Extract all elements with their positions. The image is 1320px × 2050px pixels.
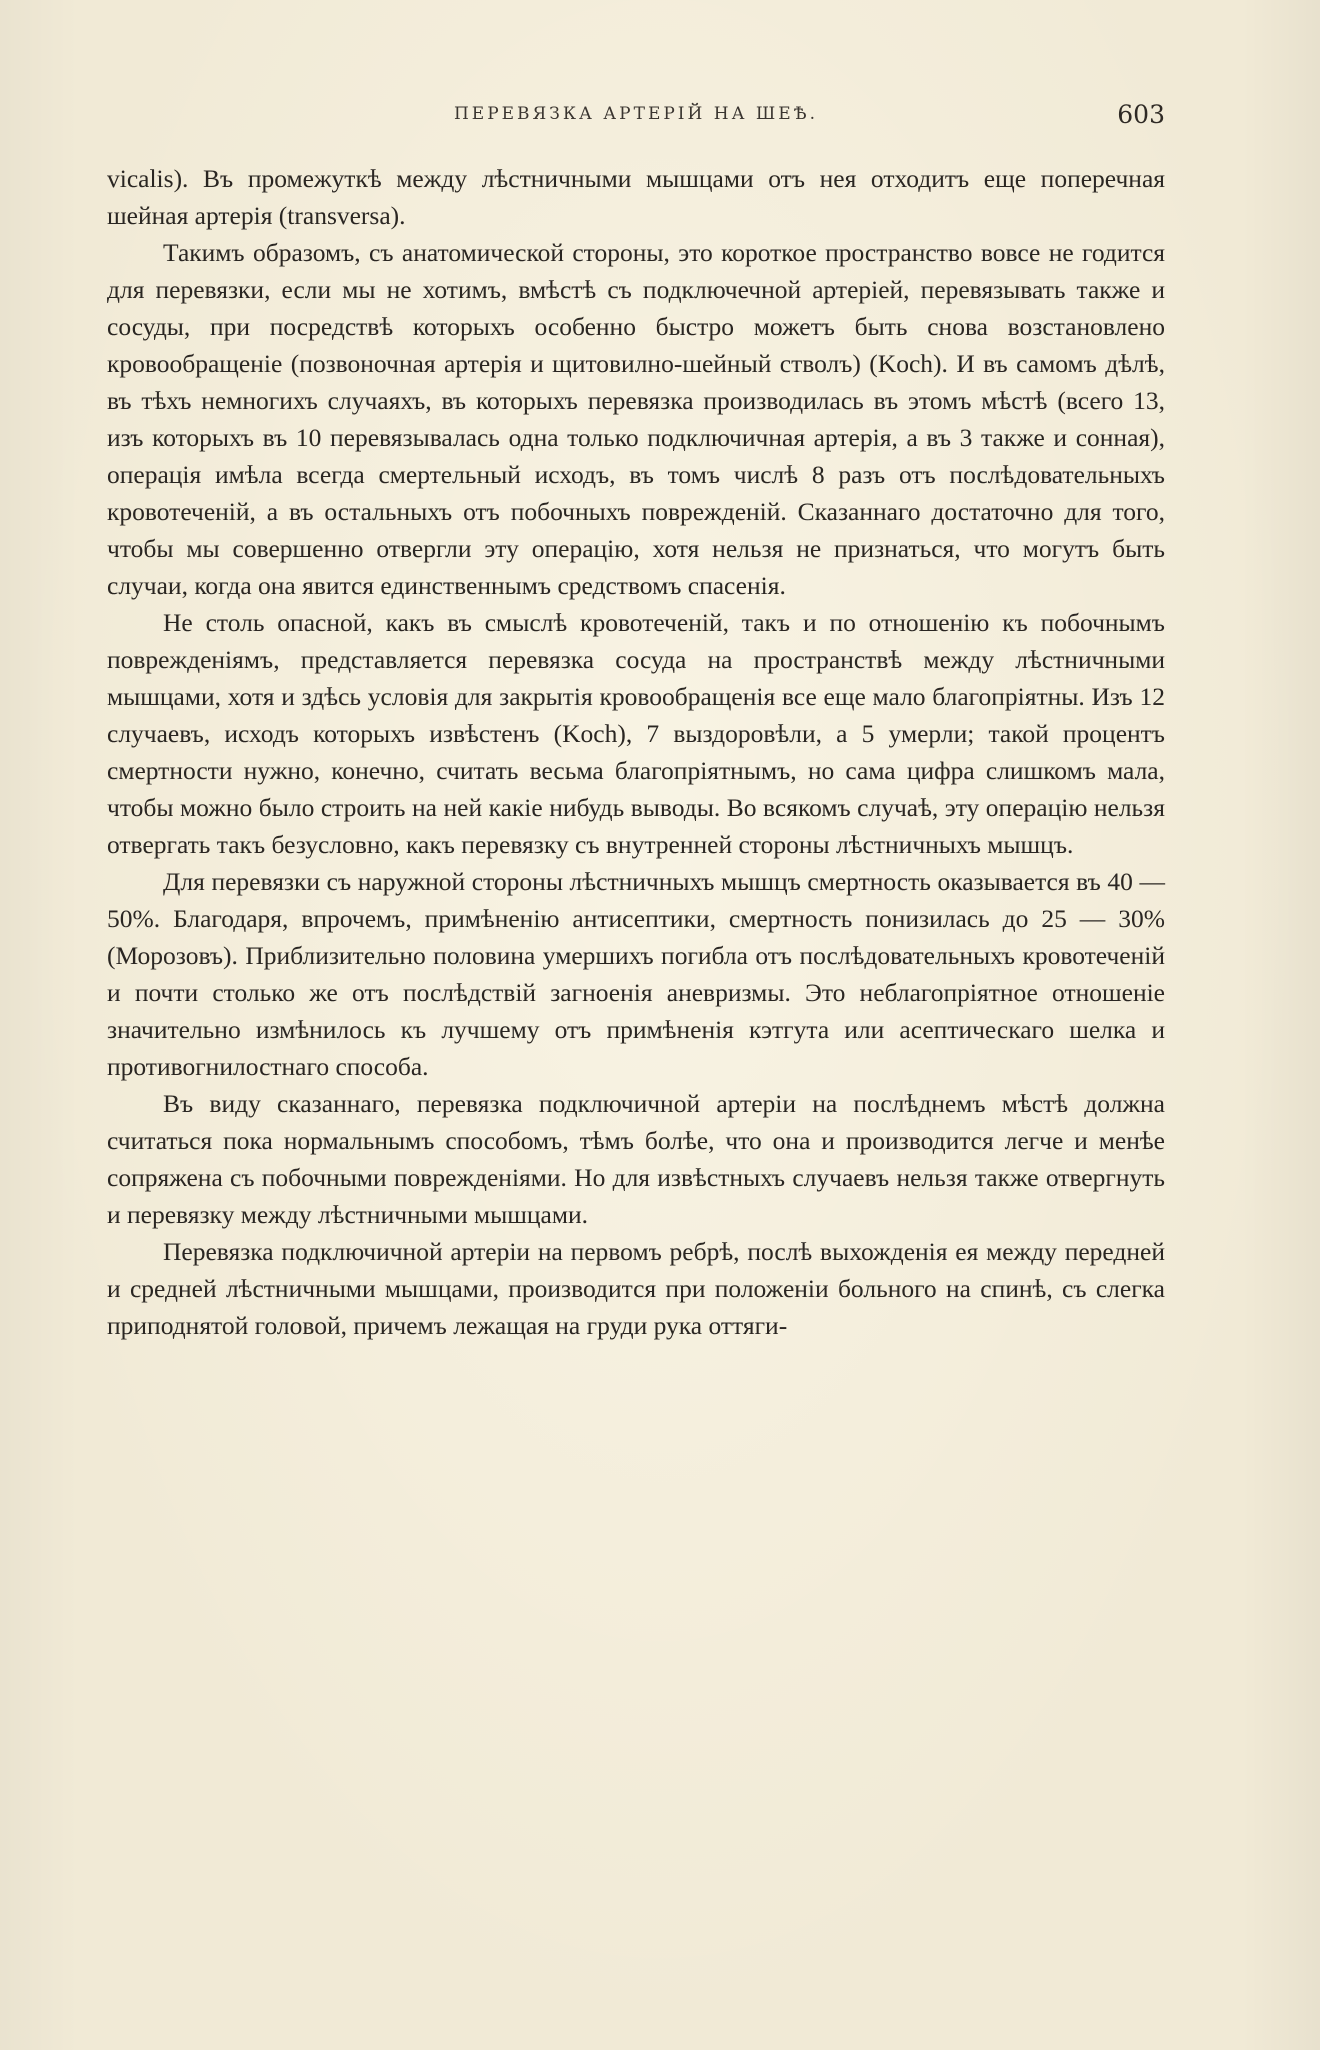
paragraph: Для перевязки съ наружной стороны лѣстничныхъ мышцъ смертность оказывается въ 40 — 50%. Благодаря, впрочемъ, примѣненію антисептики, смертность понизилась до 25 — 30% (Морозовъ). Приблизительно половина умершихъ погибла отъ послѣдовательныхъ кровотеченій и почти столько же отъ послѣдствій загноенія аневризмы. Это неблагопріятное отношеніе значительно измѣнилось къ лучшему отъ примѣненія кэтгута или асептическаго шелка и противогнилостнаго способа. bbox=[107, 867, 1165, 1081]
paragraph-continuation: vicalis). Въ промежуткѣ между лѣстничными мышцами отъ нея отходитъ еще поперечная шейная артерія (transversa). bbox=[107, 164, 1165, 230]
page-number: 603 bbox=[1117, 100, 1165, 129]
paragraph: Въ виду сказаннаго, перевязка подключичной артеріи на послѣднемъ мѣстѣ должна считаться пока нормальнымъ способомъ, тѣмъ болѣе, что она и производится легче и менѣе сопряжена съ побочными поврежденіями. Но для извѣстныхъ случаевъ нельзя также отвергнуть и перевязку между лѣстничными мышцами. bbox=[107, 1089, 1165, 1229]
body-text bbox=[107, 160, 1165, 1344]
paragraph: Не столь опасной, какъ въ смыслѣ кровотеченій, такъ и по отношенію къ побочнымъ поврежденіямъ, представляется перевязка сосуда на пространствѣ между лѣстничными мышцами, хотя и здѣсь условія для закрытія кровообращенія все еще мало благопріятны. Изъ 12 случаевъ, исходъ которыхъ извѣстенъ (Koch), 7 выздоровѣли, а 5 умерли; такой процентъ смертности нужно, конечно, считать весьма благопріятнымъ, но сама цифра слишкомъ мала, чтобы можно было строить на ней какіе нибудь выводы. Во всякомъ случаѣ, эту операцію нельзя отвергать такъ безусловно, какъ перевязку съ внутренней стороны лѣстничныхъ мышцъ. bbox=[107, 608, 1165, 859]
paragraph: Такимъ образомъ, съ анатомической стороны, это короткое пространство вовсе не годится для перевязки, если мы не хотимъ, вмѣстѣ съ подключечной артеріей, перевязывать также и сосуды, при посредствѣ которыхъ особенно быстро можетъ быть снова возстановлено кровообращеніе (позвоночная артерія и щитовилно-шейный стволъ) (Koch). И въ самомъ дѣлѣ, въ тѣхъ немногихъ случаяхъ, въ которыхъ перевязка производилась въ этомъ мѣстѣ (всего 13, изъ которыхъ въ 10 перевязывалась одна только подключичная артерія, а въ 3 также и сонная), операція имѣла всегда смертельный исходъ, въ томъ числѣ 8 разъ отъ послѣдовательныхъ кровотеченій, а въ остальныхъ отъ побочныхъ поврежденій. Сказаннаго достаточно для того, чтобы мы совершенно отвергли эту операцію, хотя нельзя не признаться, что могутъ быть случаи, когда она явится единственнымъ средствомъ спасенія. bbox=[107, 238, 1165, 600]
running-title: ПЕРЕВЯЗКА АРТЕРІЙ НА ШЕѢ. bbox=[453, 104, 819, 124]
paragraph: Перевязка подключичной артеріи на первомъ ребрѣ, послѣ выхожденія ея между передней и средней лѣстничными мышцами, производится при положеніи больного на спинѣ, съ слегка приподнятой головой, причемъ лежащая на груди рука оттяги- bbox=[107, 1237, 1165, 1340]
page-header bbox=[107, 100, 1165, 140]
